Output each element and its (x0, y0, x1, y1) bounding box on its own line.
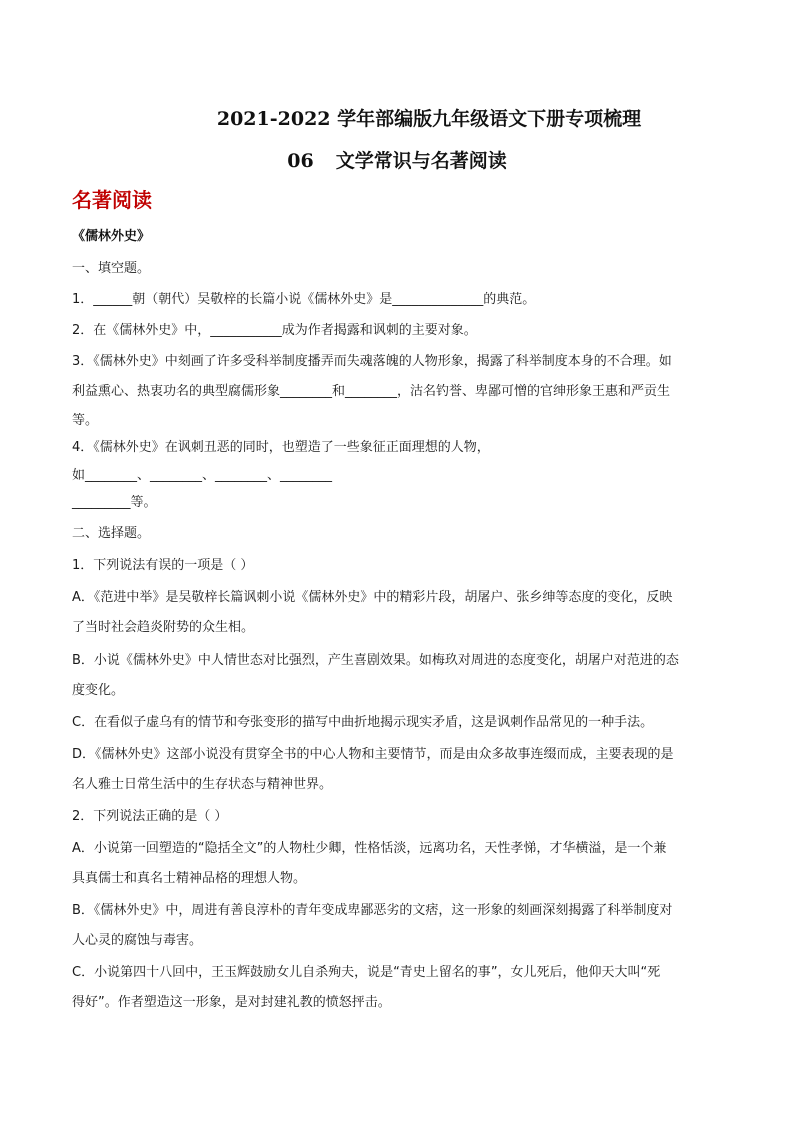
document-subtitle (0, 146, 794, 173)
text-line: B．小说《儒林外史》中人情世态对比强烈，产生喜剧效果。如梅玖对周进的态度变化，胡屠户对范进的态 (72, 653, 679, 668)
book-title: 《儒林外史》 (72, 229, 151, 244)
text-line: 等。 (72, 413, 99, 428)
text-line: C．小说第四十八回中，王玉辉鼓励女儿自杀殉夫，说是“青史上留名的事”，女儿死后，他仰天大叫“死 (72, 965, 661, 980)
text-line: D．《儒林外史》这部小说没有贯穿全书的中心人物和主要情节，而是由众多故事连缀而成，主要表现的是 (72, 747, 674, 762)
text-line: C．在看似子虚乌有的情节和夸张变形的描写中曲折地揭示现实矛盾，这是讽刺作品常见的一种手法。 (72, 715, 654, 730)
text-line: 名人雅士日常生活中的生存状态与精神世界。 (72, 777, 333, 792)
text-line: 度变化。 (72, 683, 125, 698)
text-line: 4．《儒林外史》在讽刺丑恶的同时，也塑造了一些象征正面理想的人物， (72, 440, 490, 455)
text-line: 了当时社会趋炎附势的众生相。 (72, 620, 255, 635)
text-line: B．《儒林外史》中，周进有善良淳朴的青年变成卑鄙恶劣的文痞，这一形象的刻画深刻揭露了科举制度对 (72, 903, 673, 918)
text-line: 2．下列说法正确的是（ ） (72, 809, 228, 824)
text-line: 如________、________、________、________ (72, 468, 333, 483)
text-line: 3．《儒林外史》中刻画了许多受科举制度播弄而失魂落魄的人物形象，揭露了科举制度本身的不合理。如 (72, 354, 672, 369)
text-line: 利益熏心、热衷功名的典型腐儒形象________和________，沽名钓誉、卑鄙可憎的官绅形象王惠和严贡生 (72, 384, 671, 399)
document-title: 2021-2022 学年部编版九年级语文下册专项梳理 (216, 108, 642, 130)
text-line: 二、选择题。 (72, 526, 151, 541)
text-line: 得好”。作者塑造这一形象，是对封建礼教的愤怒抨击。 (72, 995, 391, 1010)
text-line: A．《范进中举》是吴敬梓长篇讽刺小说《儒林外史》中的精彩片段，胡屠户、张乡绅等态度的变化，反映 (72, 590, 673, 605)
text-line: 人心灵的腐蚀与毒害。 (72, 933, 203, 948)
text-line: 2．在《儒林外史》中，___________成为作者揭露和讽刺的主要对象。 (72, 323, 477, 338)
text-line: 具真儒士和真名士精神品格的理想人物。 (72, 871, 307, 886)
subtitle-text: 文学常识与名著阅读 (335, 150, 507, 172)
text-line: A．小说第一回塑造的“隐括全文”的人物杜少卿，性格恬淡，远离功名，天性孝悌，才华横溢，是一个兼 (72, 841, 667, 856)
text-line: _________等。 (72, 495, 157, 510)
section-heading: 名著阅读 (72, 188, 152, 212)
text-line: 1．下列说法有误的一项是（ ） (72, 558, 254, 573)
subtitle-number: 06 (287, 150, 314, 172)
text-line: 1．______朝（朝代）吴敬梓的长篇小说《儒林外史》是______________的典范。 (72, 292, 536, 307)
text-line: 一、填空题。 (72, 261, 151, 276)
